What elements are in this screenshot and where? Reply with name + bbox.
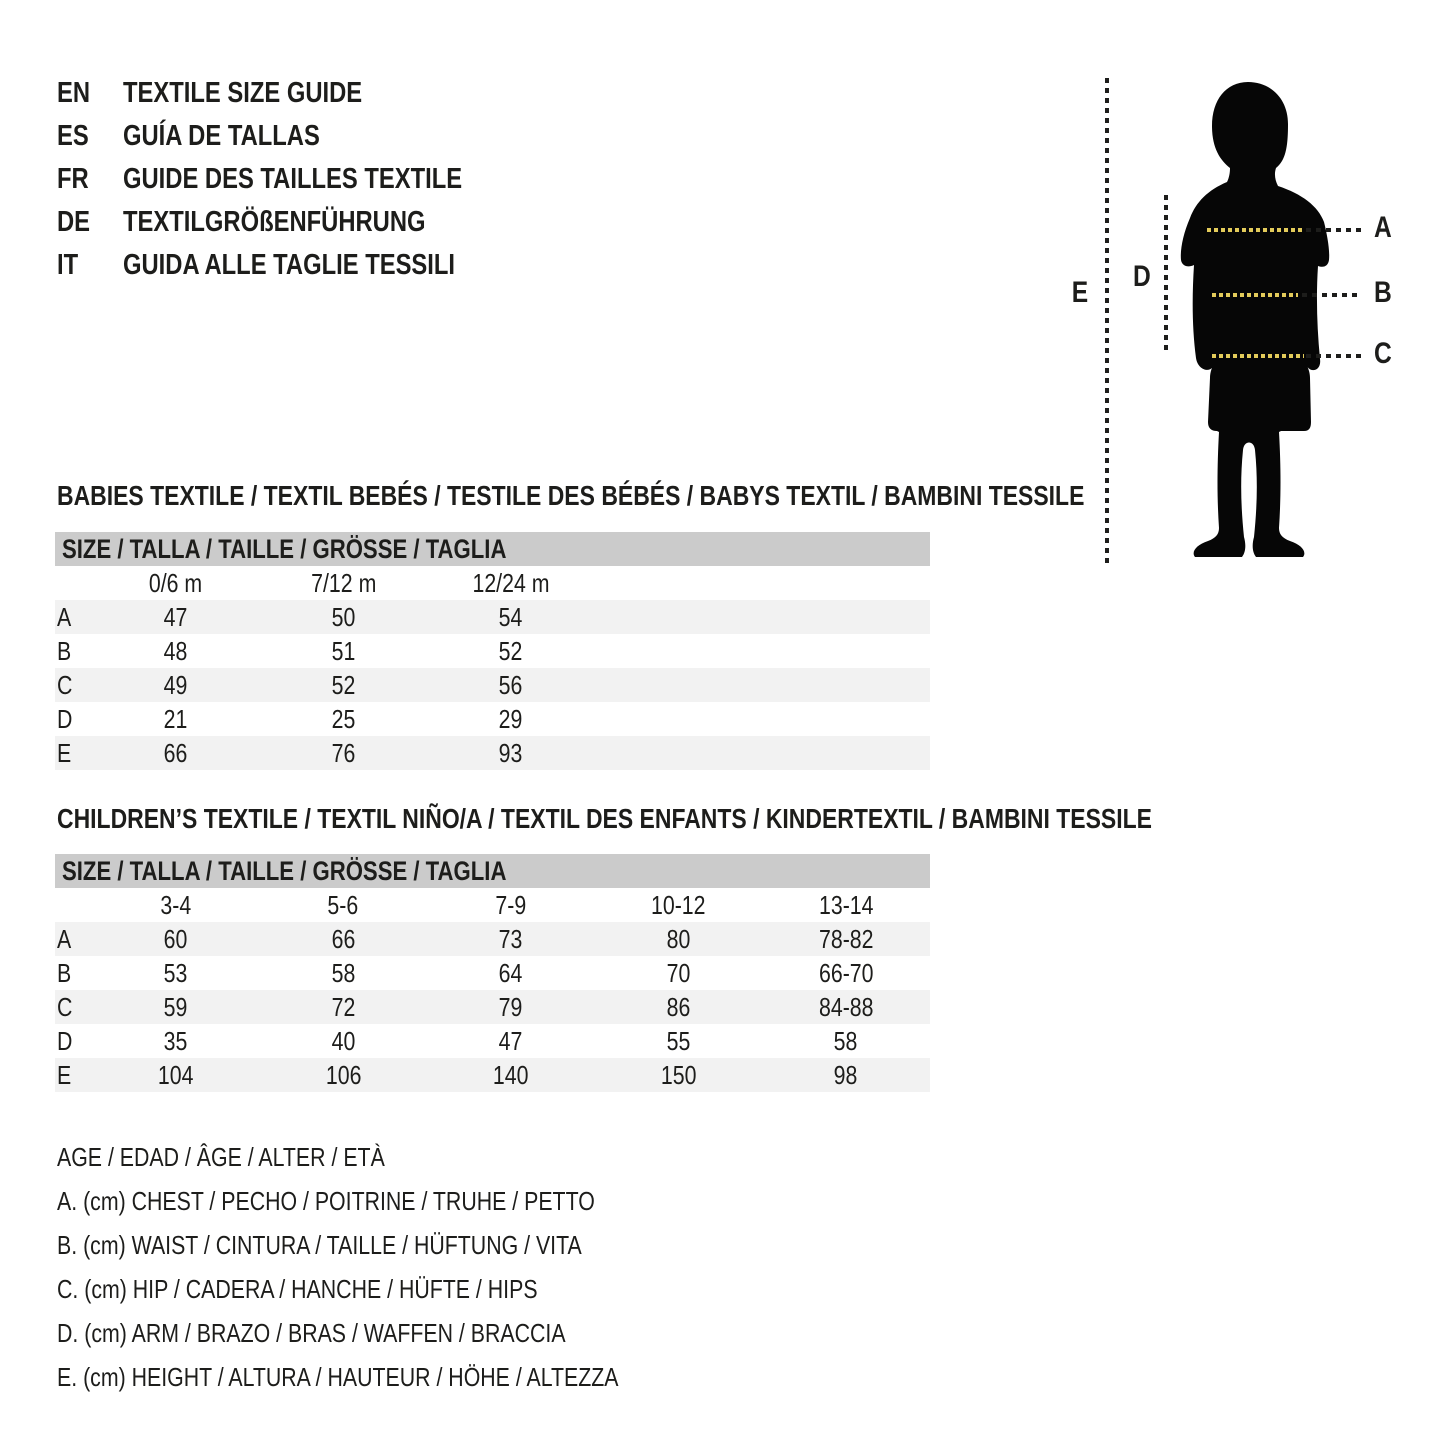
cell-value: 52 xyxy=(498,635,523,666)
legend-line-height: E. (cm) HEIGHT / ALTURA / HAUTEUR / HÖHE / ALTEZZA xyxy=(57,1361,619,1392)
guide-title-en: TEXTILE SIZE GUIDE xyxy=(123,77,363,109)
cell-value: 70 xyxy=(666,957,691,988)
table-row xyxy=(55,736,930,770)
cell-value: 47 xyxy=(163,601,188,632)
figure-label-C: C xyxy=(1374,337,1392,370)
row-label: C xyxy=(57,991,73,1022)
cell-value: 64 xyxy=(498,957,523,988)
guide-title-es: GUÍA DE TALLAS xyxy=(123,120,320,152)
lang-code: DE xyxy=(57,206,91,238)
cell-value: 80 xyxy=(666,923,691,954)
cell-value: 78-82 xyxy=(818,923,874,954)
row-label: C xyxy=(57,669,73,700)
babies-age-header-row xyxy=(55,566,930,600)
hip-measure-dashes-black xyxy=(1306,354,1362,358)
measurement-legend xyxy=(57,1135,742,1399)
cell-value: 73 xyxy=(498,923,523,954)
cell-value: 140 xyxy=(492,1059,529,1090)
table-row xyxy=(55,1024,930,1058)
cell-value: 79 xyxy=(498,991,523,1022)
children-section-heading: CHILDREN’S TEXTILE / TEXTIL NIÑO/A / TEXTIL DES ENFANTS / KINDERTEXTIL / BAMBINI TESSILE xyxy=(57,803,1152,834)
hip-measure-dashes-yellow xyxy=(1212,354,1304,358)
arm-measure-line-D xyxy=(1164,195,1168,352)
cell-value: 84-88 xyxy=(818,991,874,1022)
lang-code: EN xyxy=(57,77,91,109)
cell-value: 47 xyxy=(498,1025,523,1056)
guide-title-it: GUIDA ALLE TAGLIE TESSILI xyxy=(123,249,456,281)
children-col-header: 7-9 xyxy=(495,889,527,920)
lang-code: FR xyxy=(57,163,89,195)
cell-value: 93 xyxy=(498,737,523,768)
cell-value: 21 xyxy=(163,703,188,734)
cell-value: 104 xyxy=(157,1059,194,1090)
figure-label-E: E xyxy=(1071,276,1089,309)
table-row xyxy=(55,922,930,956)
lang-row-en xyxy=(57,72,537,115)
row-label: B xyxy=(57,635,72,666)
babies-col-header: 12/24 m xyxy=(472,567,550,598)
babies-size-header-bar: SIZE / TALLA / TAILLE / GRÖSSE / TAGLIA xyxy=(55,532,930,566)
guide-title-fr: GUIDE DES TAILLES TEXTILE xyxy=(123,163,463,195)
cell-value: 66 xyxy=(331,923,356,954)
waist-measure-dashes-black xyxy=(1302,293,1362,297)
chest-measure-dashes-yellow xyxy=(1207,228,1304,232)
table-row xyxy=(55,668,930,702)
cell-value: 29 xyxy=(498,703,523,734)
cell-value: 54 xyxy=(498,601,523,632)
chest-measure-dashes-black xyxy=(1306,228,1363,232)
cell-value: 106 xyxy=(325,1059,362,1090)
babies-section-heading: BABIES TEXTILE / TEXTIL BEBÉS / TESTILE DES BÉBÉS / BABYS TEXTIL / BAMBINI TESSILE xyxy=(57,480,1085,511)
cell-value: 53 xyxy=(163,957,188,988)
table-row xyxy=(55,600,930,634)
legend-line-arm: D. (cm) ARM / BRAZO / BRAS / WAFFEN / BRACCIA xyxy=(57,1317,566,1348)
babies-col-header: 0/6 m xyxy=(149,567,203,598)
figure-label-D: D xyxy=(1133,260,1151,293)
legend-line-chest: A. (cm) CHEST / PECHO / POITRINE / TRUHE / PETTO xyxy=(57,1185,595,1216)
row-label: A xyxy=(57,923,72,954)
children-col-header: 13-14 xyxy=(818,889,874,920)
lang-code: IT xyxy=(57,249,79,281)
cell-value: 40 xyxy=(331,1025,356,1056)
lang-code: ES xyxy=(57,120,89,152)
children-size-table xyxy=(55,854,930,1092)
row-label: A xyxy=(57,601,72,632)
cell-value: 150 xyxy=(660,1059,697,1090)
cell-value: 60 xyxy=(163,923,188,954)
cell-value: 55 xyxy=(666,1025,691,1056)
row-label: E xyxy=(57,737,72,768)
lang-row-de xyxy=(57,201,537,244)
row-label: D xyxy=(57,1025,73,1056)
children-age-header-row xyxy=(55,888,930,922)
row-label: D xyxy=(57,703,73,734)
figure-label-A: A xyxy=(1374,211,1392,244)
cell-value: 86 xyxy=(666,991,691,1022)
cell-value: 66-70 xyxy=(818,957,874,988)
children-col-header: 5-6 xyxy=(327,889,359,920)
cell-value: 48 xyxy=(163,635,188,666)
table-row xyxy=(55,956,930,990)
cell-value: 35 xyxy=(163,1025,188,1056)
cell-value: 56 xyxy=(498,669,523,700)
table-row xyxy=(55,990,930,1024)
lang-row-it xyxy=(57,244,537,287)
cell-value: 49 xyxy=(163,669,188,700)
table-row xyxy=(55,634,930,668)
legend-line-hip: C. (cm) HIP / CADERA / HANCHE / HÜFTE / HIPS xyxy=(57,1273,538,1304)
children-col-header: 3-4 xyxy=(160,889,192,920)
cell-value: 72 xyxy=(331,991,356,1022)
babies-size-table xyxy=(55,532,930,770)
babies-col-header: 7/12 m xyxy=(310,567,376,598)
table-row xyxy=(55,1058,930,1092)
cell-value: 76 xyxy=(331,737,356,768)
children-size-header-bar: SIZE / TALLA / TAILLE / GRÖSSE / TAGLIA xyxy=(55,854,930,888)
cell-value: 58 xyxy=(331,957,356,988)
cell-value: 58 xyxy=(833,1025,858,1056)
figure-label-B: B xyxy=(1374,276,1392,309)
waist-measure-dashes-yellow xyxy=(1212,293,1298,297)
cell-value: 51 xyxy=(331,635,356,666)
cell-value: 25 xyxy=(331,703,356,734)
guide-title-de: TEXTILGRÖßENFÜHRUNG xyxy=(123,206,426,238)
children-col-header: 10-12 xyxy=(650,889,706,920)
cell-value: 59 xyxy=(163,991,188,1022)
cell-value: 98 xyxy=(833,1059,858,1090)
row-label: E xyxy=(57,1059,72,1090)
legend-line-waist: B. (cm) WAIST / CINTURA / TAILLE / HÜFTUNG / VITA xyxy=(57,1229,582,1260)
language-title-block xyxy=(57,72,537,287)
lang-row-es xyxy=(57,115,537,158)
cell-value: 52 xyxy=(331,669,356,700)
row-label: B xyxy=(57,957,72,988)
lang-row-fr xyxy=(57,158,537,201)
cell-value: 66 xyxy=(163,737,188,768)
table-row xyxy=(55,702,930,736)
cell-value: 50 xyxy=(331,601,356,632)
legend-line-age: AGE / EDAD / ÂGE / ALTER / ETÀ xyxy=(57,1141,385,1172)
